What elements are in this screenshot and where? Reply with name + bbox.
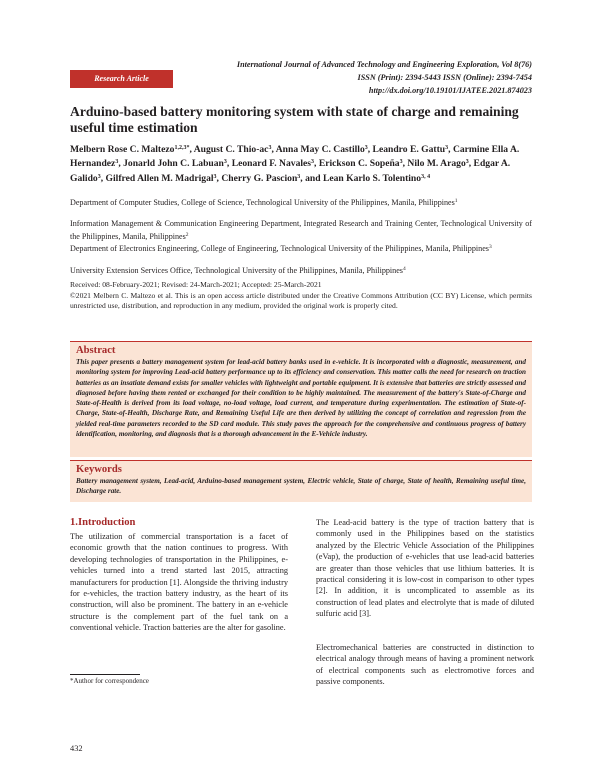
author-name: August C. Thio-ac [193, 144, 269, 155]
author-affiliation-mark: 3 [223, 159, 227, 166]
author-entry [276, 144, 368, 155]
intro-right-paragraph-1: The Lead-acid battery is the type of traction battery that is commonly used in the Philippines based on the statistics analyzed by the Electric Vehicle Association of the Philippines (eVap), the production of e-vehicles that use lead-acid batteries are greater than those vehicles that use lithium batteries. It is practical considering it is low-cost in comparison to other types [2]. In addition, it is uncomplicated to assemble as its construction of lead plates and electrolyte that is made of diluted sulfuric acid [3]. [316, 518, 534, 619]
author-name: Nilo M. Arago [407, 158, 466, 170]
author-entry [123, 158, 227, 169]
section-heading-introduction: 1.Introduction [70, 517, 136, 528]
paper-title: Arduino-based battery monitoring system with state of charge and remaining useful time estimation [70, 104, 519, 135]
intro-left-column: The utilization of commercial transportation is a facet of economic growth that the nation continues to progress. With developing technologies of transportation in the Philippines, e-vehicles turned into a trend started last 2015, attracting manufacturers for production [1]. Alongside the thriving industry for e-vehicles, the traction battery industry, as the heart of its construction, will also be prominent. The battery in an e-vehicle structure is the complement part of the fuel tank on a conventional vehicle. Traction batteries are the alter for gasoline. [70, 532, 288, 633]
affiliation-3: Department of Electronics Engineering, College of Engineering, Technological University of the Philippines, Manila, Philippines$^3$ [70, 244, 492, 253]
author-name: Carmine Ella A. Hernandez [70, 144, 520, 170]
author-name: Leonard F. Navales [231, 158, 312, 170]
author-entry [106, 173, 217, 184]
intro-right-paragraph-2: Electromechanical batteries are constructed in distinction to electrical analogy through means of having a prominent network of electrical components such as electromotive forces and passive components. [316, 643, 534, 687]
journal-name: International Journal of Advanced Technology and Engineering Exploration, Vol 8(76) [236, 60, 532, 69]
journal-header [112, 58, 532, 97]
author-entry [194, 144, 272, 155]
article-dates: Received: 08-February-2021; Revised: 24-March-2021; Accepted: 25-March-2021 [70, 280, 322, 289]
author-affiliation-mark: 3 [311, 159, 315, 166]
author-affiliation-mark: 1,2,3* [174, 145, 190, 151]
author-entry [407, 158, 468, 169]
abstract-heading: Abstract [76, 345, 116, 356]
footnote-rule [70, 674, 140, 675]
author-affiliation-mark: 3 [465, 159, 469, 166]
author-affiliation-mark: 3, 4 [421, 173, 431, 180]
journal-issn: ISSN (Print): 2394-5443 ISSN (Online): 2394-7454 [357, 73, 532, 82]
author-entry [319, 158, 403, 169]
author-name: Lean Karlo S. Tolentino [322, 172, 422, 184]
author-affiliation-mark: 3 [268, 145, 272, 151]
author-entry [70, 144, 189, 155]
affiliation-2: Information Management & Communication Engineering Department, Integrated Research and Training Center, Technological University of the Philippines, Manila, Philippines$^2$ [70, 219, 532, 241]
affiliation-1: Department of Computer Studies, College of Science, Technological University of the Philippines, Manila, Philippines$^1$ [70, 198, 458, 207]
affiliation-4: University Extension Services Office, Technological University of the Philippines, Manila, Philippines$^4$ [70, 266, 406, 275]
author-entry [323, 173, 430, 184]
page-number: 432 [70, 744, 83, 753]
author-name: Leandro E. Gattu [372, 144, 446, 155]
copyright-notice: ©2021 Melbern C. Maltezo et al. This is an open access article distributed under the Creative Commons Attribution (CC BY) License, which permits unrestricted use, distribution, and reproduction in any medium, provided the original work is properly cited. [70, 291, 532, 311]
author-affiliation-mark: 3 [399, 159, 403, 166]
author-entry [232, 158, 314, 169]
author-name: Jonarld John C. Labuan [123, 158, 224, 170]
correspondence-footnote: *Author for correspondence [70, 677, 149, 685]
author-affiliation-mark: 3 [213, 173, 217, 180]
author-list: Melbern Rose C. Maltezo$^{1,2,3*}$, August C. Thio-$ac^3$, Anna May C. Castillo$^3$, Leandro E. Gattu$^3$, Carmine Ella A. Hernandez$^3$, Jonarld John C. Labuan$^3$, Leonard F. Navales$^3$, Erickson C. Sopeña$^3$, Nilo M. Arago$^3$, Edgar A. Galido$^3$, Gilfred Allen M. Madrigal$^3$, Cherry G. Pascion$^3$, and Lean Karlo S. Tolentino$^{3, 4}$ [70, 144, 520, 184]
author-affiliation-mark: 3 [297, 173, 301, 180]
abstract-text: This paper presents a battery management system for lead-acid battery banks used in e-vehicle. It is incorporated with a diagnostic, measurement, and monitoring system for improving Lead-acid battery performance up to its efficiency and conservation. This matter calls the need for research on traction batteries as an insatiate demand exists for smaller vehicles with lightweight and portable equipment. It is extensive that batteries are strictly assessed and diagnosed before having them rented or exchanged for their condition to be highly maintained. The measurement of the battery's State-of-Charge and State-of-Health is derived from its load voltage, no-load voltage, load current, and temperature during experimentation. The estimation of State-of-Charge, State-of-Health, Discharge Rate, and Remaining Useful Life are then derived by utilizing the concept of correlation and regression from the yielded real-time parameters recorded to the SD card module. This study paves the approach for the comprehensive and continuous progress of battery identification, monitoring, and diagnosis that is a thorough advancement in the E-Vehicle industry. [76, 358, 526, 439]
author-name: Anna May C. Castillo [275, 144, 365, 155]
keywords-heading: Keywords [76, 464, 122, 475]
author-name: Erickson C. Sopeña [318, 158, 400, 170]
author-affiliation-mark: 3 [364, 145, 368, 151]
article-type-badge: Research Article [70, 70, 173, 88]
author-affiliation-mark: 3 [97, 173, 101, 180]
keywords-box [70, 460, 532, 502]
author-entry [373, 144, 449, 155]
author-affiliation-mark: 3 [445, 145, 449, 151]
author-affiliation-mark: 3 [115, 159, 119, 166]
author-name: Cherry G. Pascion [221, 172, 298, 184]
article-doi: http://dx.doi.org/10.19101/IJATEE.2021.874023 [368, 86, 532, 95]
abstract-box [70, 341, 532, 457]
author-name: Gilfred Allen M. Madrigal [105, 172, 214, 184]
author-entry [221, 173, 300, 184]
keywords-text: Battery management system, Lead-acid, Arduino-based management system, Electric vehicle, State of charge, State of health, Remaining useful time, Discharge rate. [76, 477, 526, 496]
author-name: Edgar A. Galido [70, 158, 511, 184]
author-name: Melbern Rose C. Maltezo [70, 144, 175, 155]
